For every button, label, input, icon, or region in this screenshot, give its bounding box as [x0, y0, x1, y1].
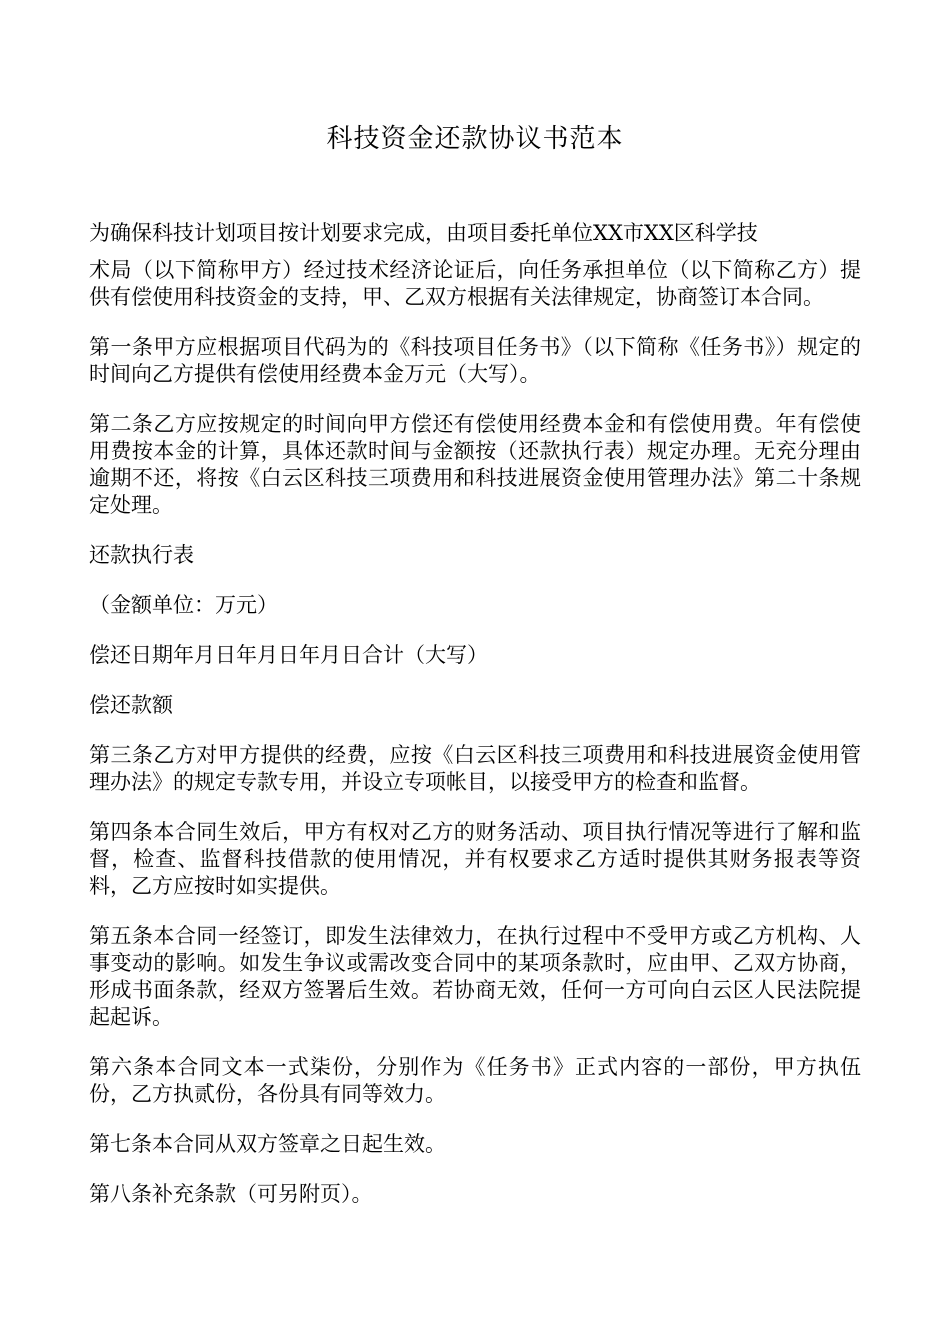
article-4: 第四条本合同生效后，甲方有权对乙方的财务活动、项目执行情况等进行了解和监督，检查、监督科技借款的使用情况，并有权要求乙方适时提供其财务报表等资料，乙方应按时如实提供。	[89, 820, 861, 898]
intro-paragraph	[89, 220, 861, 311]
schedule-unit: （金额单位：万元）	[89, 593, 278, 617]
article-3: 第三条乙方对甲方提供的经费，应按《白云区科技三项费用和科技进展资金使用管理办法》的规定专款专用，并设立专项帐目，以接受甲方的检查和监督。	[89, 743, 861, 794]
article-2: 第二条乙方应按规定的时间向甲方偿还有偿使用经费本金和有偿使用费。年有偿使用费按本金的计算，具体还款时间与金额按（还款执行表）规定办理。无充分理由逾期不还，将按《白云区科技三项费用和科技进展资金使用管理办法》第二十条规定处理。	[89, 412, 861, 517]
article-7: 第七条本合同从双方签章之日起生效。	[89, 1132, 446, 1156]
article-6: 第六条本合同文本一式柒份，分别作为《任务书》正式内容的一部份，甲方执伍份，乙方执贰份，各份具有同等效力。	[89, 1055, 861, 1106]
document-body	[89, 220, 861, 1231]
intro-first-line: 为确保科技计划项目按计划要求完成，由项目委托单位XX市XX区科学技	[89, 221, 758, 245]
schedule-row: 偿还款额	[89, 693, 173, 717]
document-title: 科技资金还款协议书范本	[326, 124, 624, 154]
intro-rest: 术局（以下简称甲方）经过技术经济论证后，向任务承担单位（以下简称乙方）提供有偿使用科技资金的支持，甲、乙双方根据有关法律规定，协商签订本合同。	[89, 258, 861, 309]
schedule-title: 还款执行表	[89, 543, 194, 567]
article-1: 第一条甲方应根据项目代码为的《科技项目任务书》（以下简称《任务书》）规定的时间向乙方提供有偿使用经费本金万元（大写）。	[89, 335, 861, 386]
schedule-header: 偿还日期年月日年月日年月日合计（大写）	[89, 643, 488, 667]
article-5: 第五条本合同一经签订，即发生法律效力，在执行过程中不受甲方或乙方机构、人事变动的影响。如发生争议或需改变合同中的某项条款时，应由甲、乙双方协商，形成书面条款，经双方签署后生效。若协商无效，任何一方可向白云区人民法院提起起诉。	[89, 924, 861, 1029]
article-8: 第八条补充条款（可另附页）。	[89, 1182, 373, 1206]
